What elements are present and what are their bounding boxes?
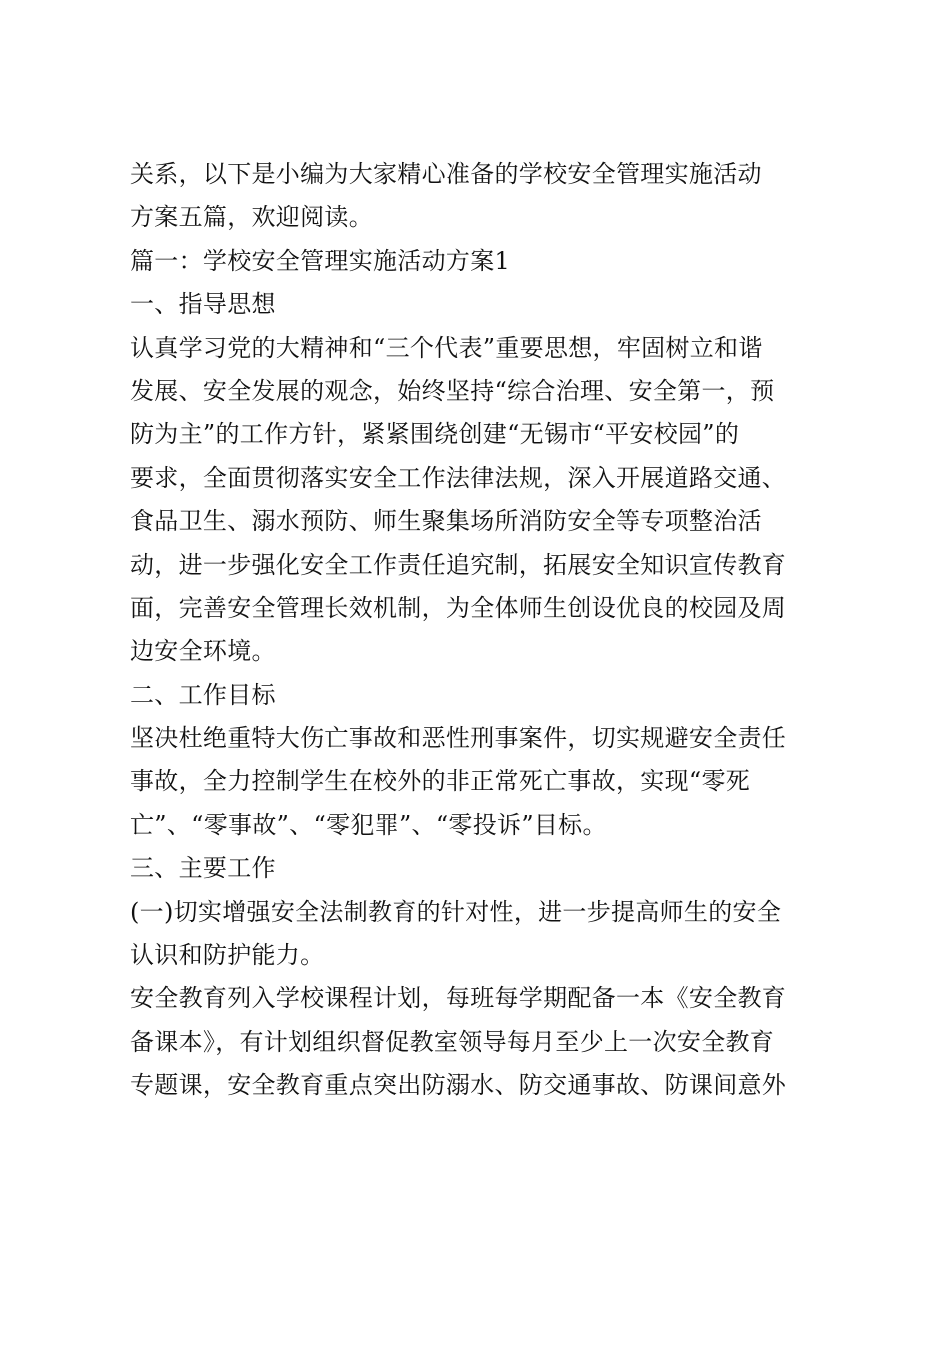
section-heading: 一、指导思想 <box>130 290 276 319</box>
intro-line: 方案五篇，欢迎阅读。 <box>130 203 373 232</box>
paragraph-line: 动，进一步强化安全工作责任追究制，拓展安全知识宣传教育 <box>130 550 787 579</box>
section-heading: 二、工作目标 <box>130 680 276 709</box>
paragraph-line: 防为主”的工作方针，紧紧围绕创建“无锡市“平安校园”的 <box>130 420 740 449</box>
paragraph-line: 要求，全面贯彻落实安全工作法律法规，深入开展道路交通、 <box>130 463 787 492</box>
section-heading: 三、主要工作 <box>130 854 276 883</box>
paragraph-line: 安全教育列入学校课程计划，每班每学期配备一本《安全教育 <box>130 984 787 1013</box>
document-body <box>130 153 830 1108</box>
paragraph-line: 发展、安全发展的观念，始终坚持“综合治理、安全第一，预 <box>130 376 775 405</box>
paragraph-line: 亡”、“零事故”、“零犯罪”、“零投诉”目标。 <box>130 810 607 839</box>
paragraph-line: 面，完善安全管理长效机制，为全体师生创设优良的校园及周 <box>130 593 787 622</box>
intro-line: 关系，以下是小编为大家精心准备的学校安全管理实施活动 <box>130 160 762 188</box>
paragraph-line: 事故，全力控制学生在校外的非正常死亡事故，实现“零死 <box>130 767 751 796</box>
subsection-heading: (一)切实增强安全法制教育的针对性，进一步提高师生的安全 <box>130 897 782 926</box>
paragraph-line: 食品卫生、溺水预防、师生聚集场所消防安全等专项整治活 <box>130 507 762 536</box>
paragraph-line: 坚决杜绝重特大伤亡事故和恶性刑事案件，切实规避安全责任 <box>130 724 787 753</box>
subsection-heading: 认识和防护能力。 <box>130 941 325 970</box>
paragraph-line: 边安全环境。 <box>130 637 276 666</box>
paragraph-line: 备课本》，有计划组织督促教室领导每月至少上一次安全教育 <box>130 1027 775 1056</box>
chapter-heading: 篇一：学校安全管理实施活动方案1 <box>130 246 511 275</box>
paragraph-line: 专题课，安全教育重点突出防溺水、防交通事故、防课间意外 <box>130 1071 787 1100</box>
paragraph-line: 认真学习党的大精神和“三个代表”重要思想，牢固树立和谐 <box>130 333 763 362</box>
